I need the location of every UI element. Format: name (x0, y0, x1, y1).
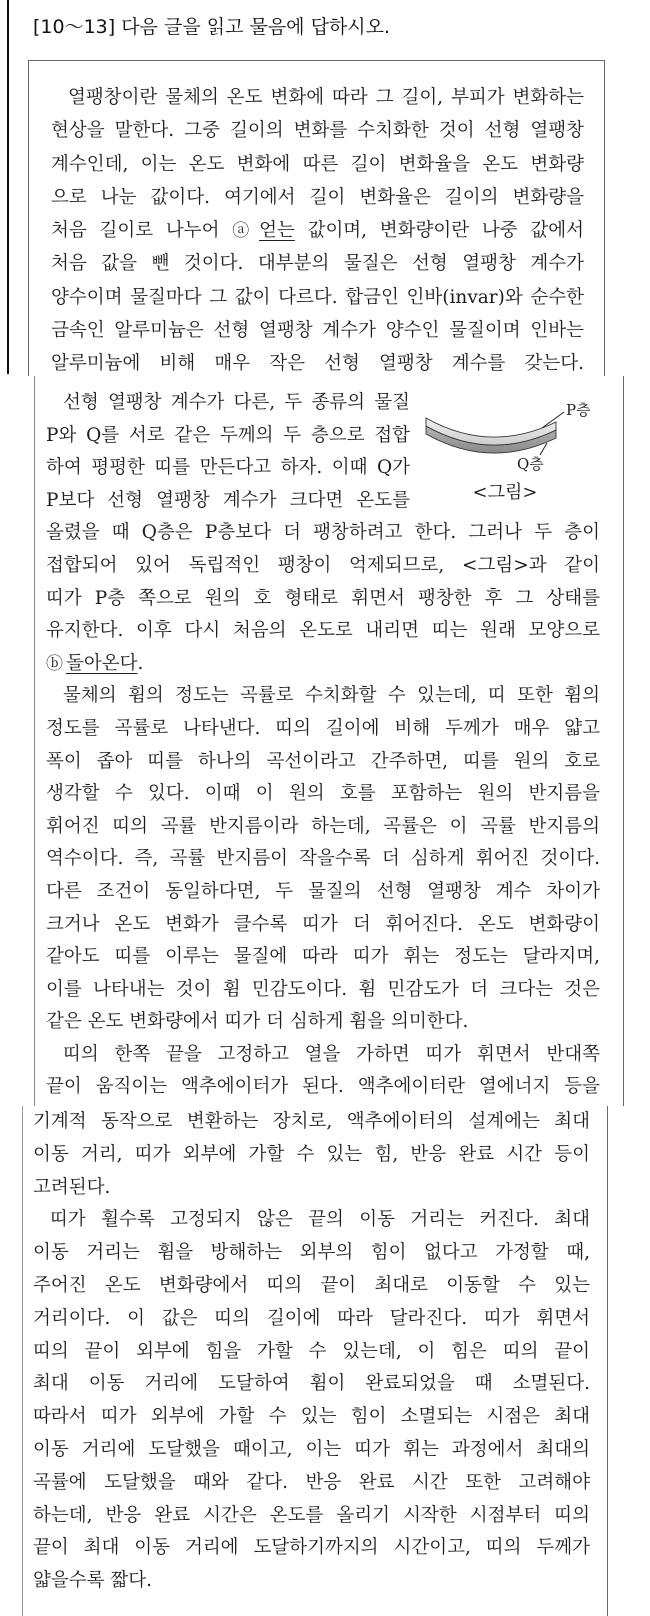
passage-line: 현상을 말한다. 그중 길이의 변화를 수치화한 것이 선형 열팽창 (51, 120, 584, 142)
passage-line: 휘어진 띠의 곡률 반지름이라 하는데, 곡률은 이 곡률 반지름의 (46, 815, 600, 837)
passage-line: 역수이다. 즉, 곡률 반지름이 작을수록 더 심하게 휘어진 것이다. (46, 848, 600, 870)
q-layer-label: Q층 (517, 455, 544, 473)
passage-line-marked-a (51, 214, 584, 247)
passage-box-3 (22, 1106, 608, 1616)
line-text: . (137, 652, 144, 674)
passage-line: 생각할 수 있다. 이때 이 원의 호를 포함하는 원의 반지름을 (46, 783, 600, 805)
passage-line: 최대 이동 거리에 도달하여 휨이 완료되었을 때 소멸된다. (33, 1373, 590, 1395)
passage-line: 이를 나타내는 것이 휨 민감도이다. 휨 민감도가 더 크다는 것은 (46, 978, 600, 1000)
passage-line: 고려된다. (33, 1176, 111, 1198)
passage-line: 으로 나눈 값이다. 여기에서 길이 변화율은 길이의 변화량을 (51, 186, 584, 208)
passage-line: 이동 거리는 휨을 방해하는 외부의 힘이 없다고 가정할 때, (33, 1242, 590, 1264)
marker-b: ⓑ (46, 653, 63, 674)
passage-line: 띠의 끝이 외부에 힘을 가할 수 있는데, 이 힘은 띠의 끝이 (33, 1340, 590, 1362)
passage-line: 같은 온도 변화량에서 띠가 더 심하게 휨을 의미한다. (46, 1011, 469, 1033)
passage-line: 따라서 띠가 외부에 가할 수 있는 힘이 소멸되는 시점은 최대 (33, 1406, 590, 1428)
bimetal-strip-figure (420, 388, 610, 508)
passage-line: 양수이며 물질마다 그 값이 다르다. 합금인 인바(invar)와 순수한 (51, 286, 584, 308)
p-layer-label: P층 (566, 401, 591, 419)
passage-line: 처음 값을 뺀 것이다. 대부분의 물질은 선형 열팽창 계수가 (51, 253, 584, 275)
passage-line: 알루미늄에 비해 매우 작은 선형 열팽창 계수를 갖는다. (51, 353, 584, 375)
passage-line: 이동 거리, 띠가 외부에 가할 수 있는 힘, 반응 완료 시간 등이 (33, 1143, 590, 1165)
passage-line: P보다 선형 열팽창 계수가 크다면 온도를 (46, 489, 410, 511)
line-text: 처음 길이로 나누어 (51, 220, 233, 242)
question-header: [10～13] 다음 글을 읽고 물음에 답하시오. (33, 16, 391, 38)
line-text: 값이며, 변화량이란 나중 값에서 (294, 220, 585, 242)
passage-line: 다른 조건이 동일하다면, 두 물질의 선형 열팽창 계수 차이가 (46, 880, 600, 902)
passage-line: 같아도 띠를 이루는 물질에 따라 띠가 휘는 정도는 달라지며, (46, 946, 600, 968)
column-divider (7, 0, 9, 374)
underlined-word-b: 돌아온다 (66, 652, 138, 674)
marker-a: ⓐ (232, 221, 257, 242)
passage-line: 폭이 좁아 띠를 하나의 곡선이라고 간주하면, 띠를 원의 호로 (46, 750, 600, 772)
passage-line: 끝이 최대 이동 거리에 도달하기까지의 시간이고, 띠의 두께가 (33, 1537, 590, 1559)
passage-line: 물체의 휨의 정도는 곡률로 수치화할 수 있는데, 띠 또한 휨의 (63, 685, 600, 707)
passage-line: 계수인데, 이는 온도 변화에 따른 길이 변화율을 온도 변화량 (51, 153, 584, 175)
passage-line: 거리이다. 이 값은 띠의 길이에 따라 달라진다. 띠가 휘면서 (33, 1307, 590, 1329)
passage-line: 띠가 휠수록 고정되지 않은 끝의 이동 거리는 커진다. 최대 (50, 1209, 590, 1231)
passage-line: 열팽창이란 물체의 온도 변화에 따라 그 길이, 부피가 변화하는 (68, 87, 584, 108)
passage-line: 올렸을 때 Q층은 P층보다 더 팽창하려고 한다. 그러나 두 층이 (46, 522, 600, 544)
passage-line: 띠의 한쪽 끝을 고정하고 열을 가하면 띠가 휘면서 반대쪽 (63, 1043, 600, 1065)
passage-line: 유지한다. 이후 다시 처음의 온도로 내리면 띠는 원래 모양으로 (46, 620, 600, 642)
passage-line: 기계적 동작으로 변환하는 장치로, 액추에이터의 설계에는 최대 (33, 1111, 590, 1132)
passage-line: 선형 열팽창 계수가 다른, 두 종류의 물질 (63, 392, 410, 413)
passage-line: 얇을수록 짧다. (33, 1570, 152, 1592)
passage-line: P와 Q를 서로 같은 두께의 두 층으로 접합 (46, 424, 410, 446)
passage-line: 끝이 움직이는 액추에이터가 된다. 액추에이터란 열에너지 등을 (46, 1076, 600, 1098)
underlined-word-a: 얻는 (259, 220, 295, 242)
passage-line-marked-b (46, 648, 600, 681)
passage-line: 금속인 알루미늄은 선형 열팽창 계수가 양수인 물질이며 인바는 (51, 320, 584, 342)
passage-line: 곡률에 도달했을 때와 같다. 반응 완료 시간 또한 고려해야 (33, 1471, 590, 1493)
passage-line: 크거나 온도 변화가 클수록 띠가 더 휘어진다. 온도 변화량이 (46, 913, 600, 935)
passage-box-1 (28, 60, 605, 376)
passage-line: 접합되어 있어 독립적인 팽창이 억제되므로, <그림>과 같이 (46, 554, 600, 576)
passage-line: 정도를 곡률로 나타낸다. 띠의 길이에 비해 두께가 매우 얇고 (46, 717, 600, 739)
figure-caption: <그림> (472, 482, 538, 503)
passage-line: 이동 거리에 도달했을 때이고, 이는 띠가 휘는 과정에서 최대의 (33, 1438, 590, 1460)
passage-line: 띠가 P층 쪽으로 원의 호 형태로 휘면서 팽창한 후 그 상태를 (46, 587, 600, 609)
passage-line: 주어진 온도 변화량에서 띠의 끝이 최대로 이동할 수 있는 (33, 1274, 590, 1296)
passage-line: 하는데, 반응 완료 시간은 온도를 올리기 시작한 시점부터 띠의 (33, 1504, 590, 1526)
passage-line: 하여 평평한 띠를 만든다고 하자. 이때 Q가 (46, 457, 410, 479)
